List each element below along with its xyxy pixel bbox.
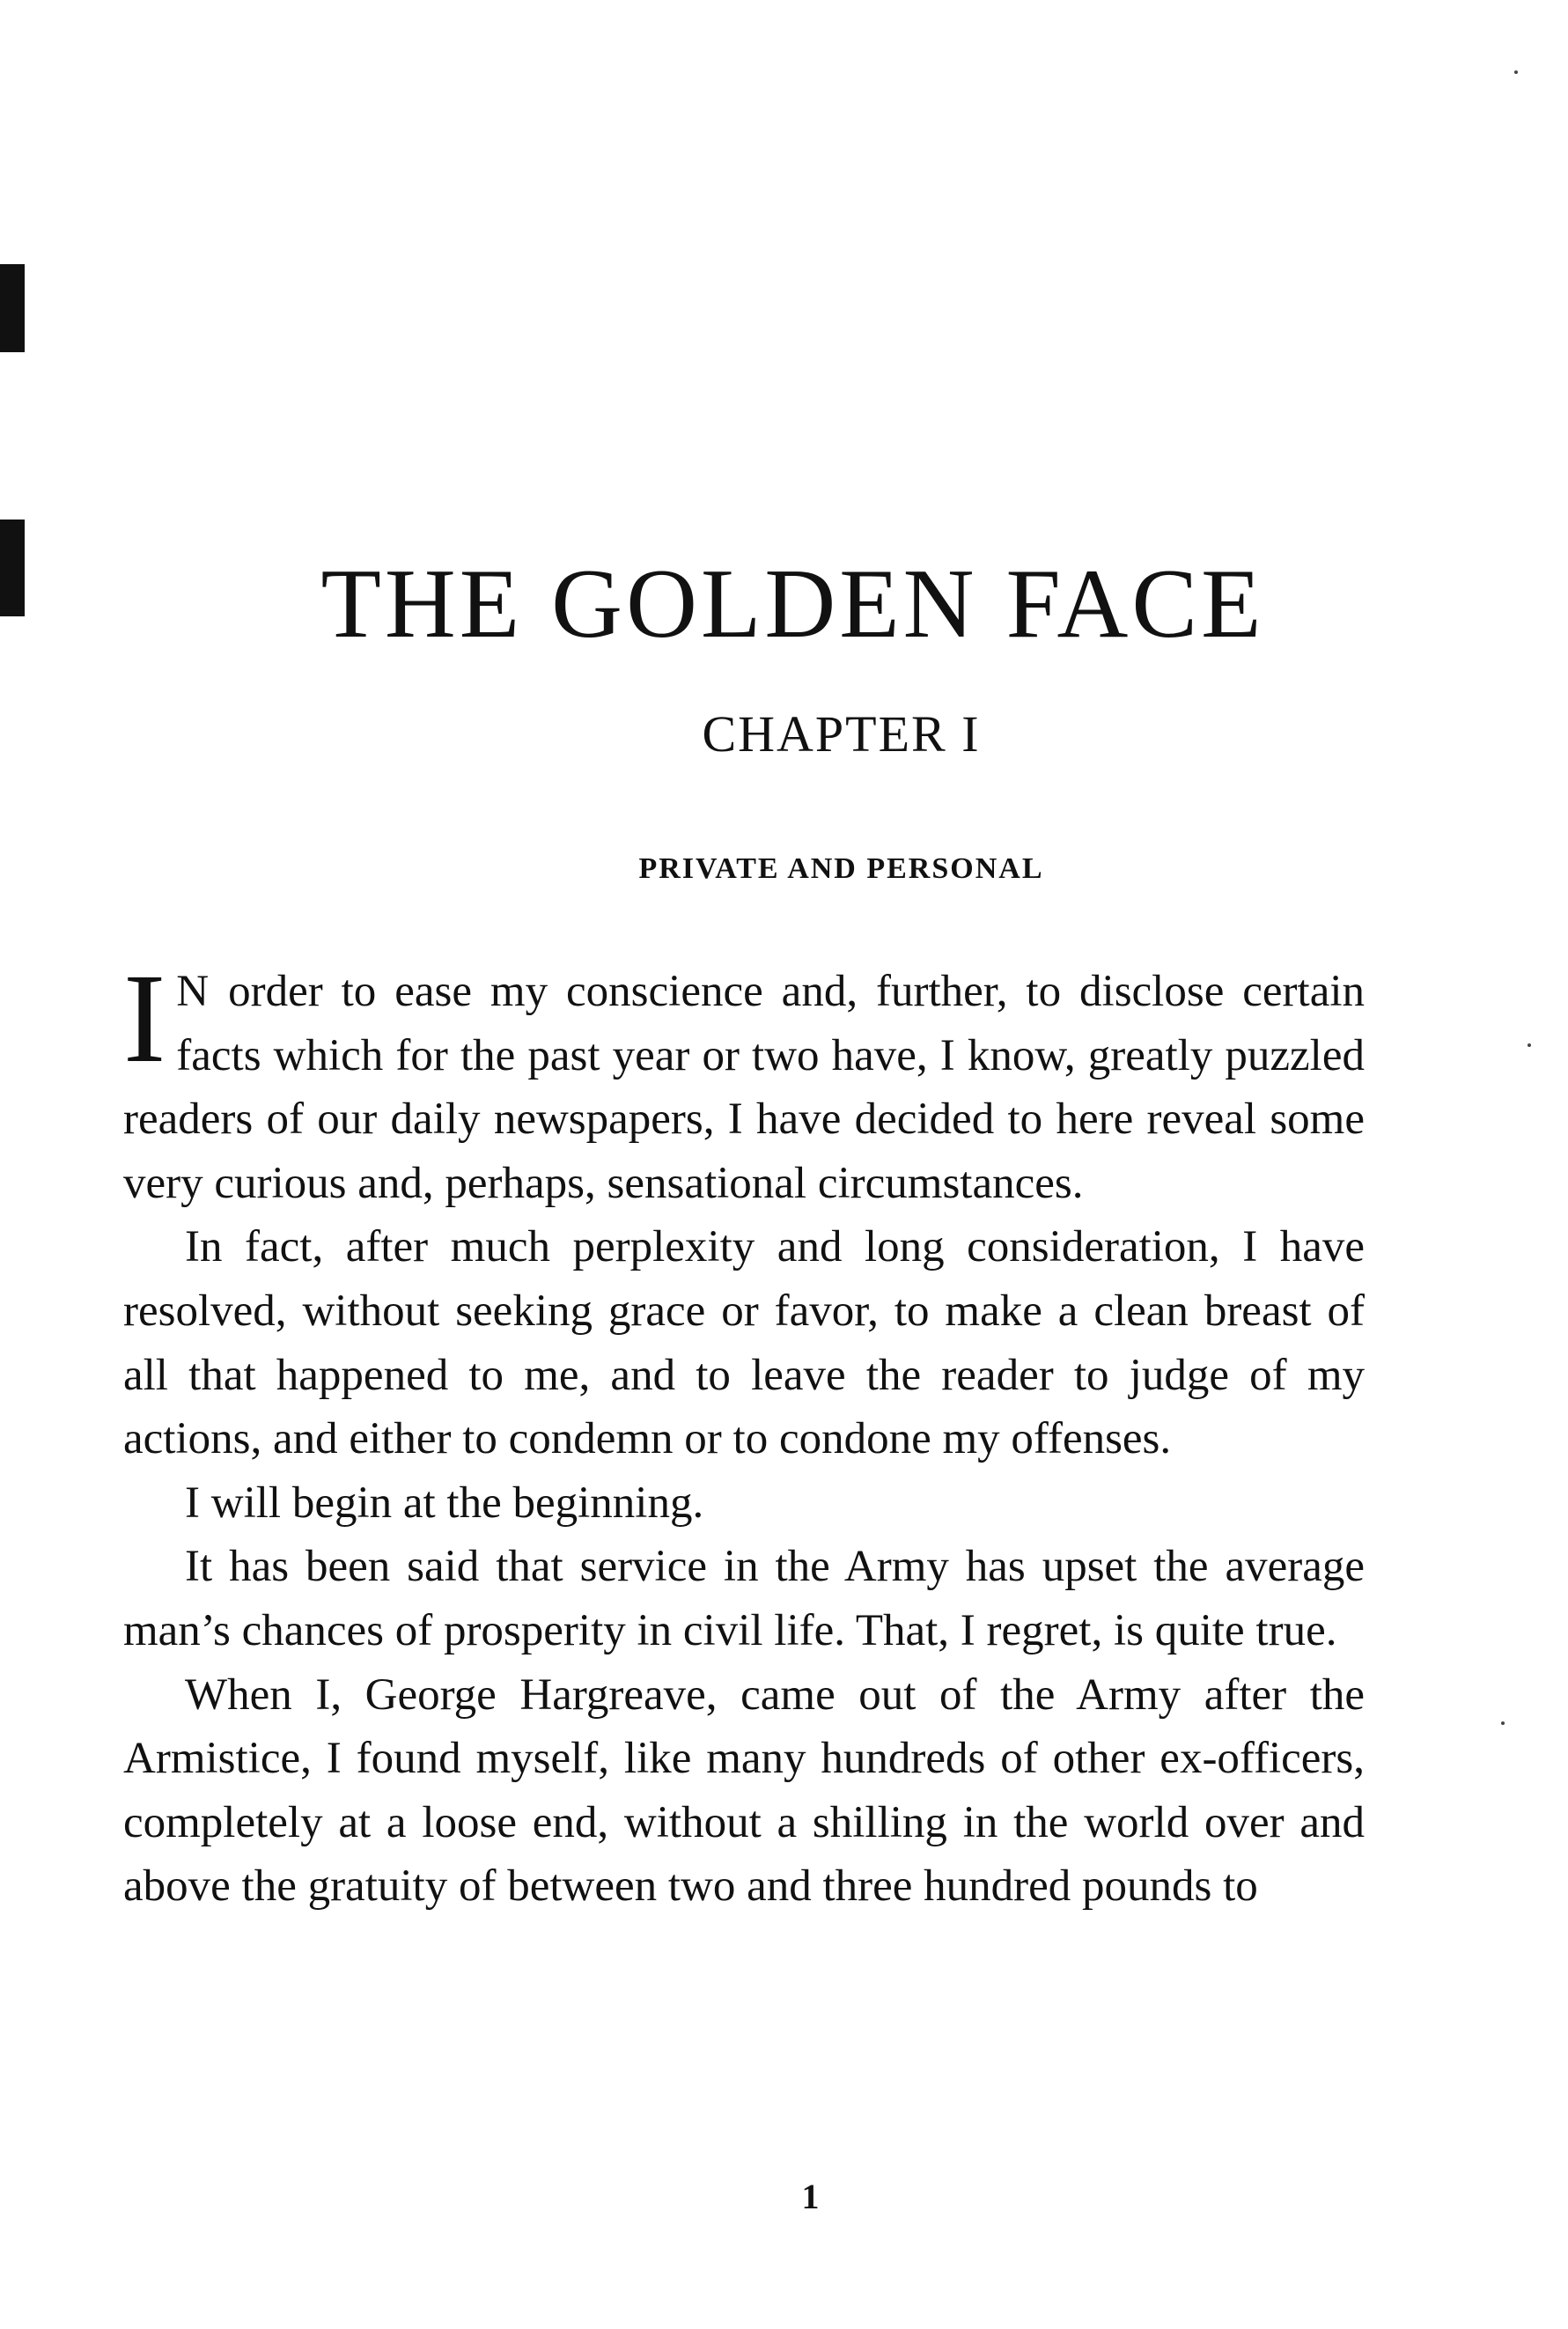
paragraph-text: order to ease my conscience and, further, to disclose certain facts which for the past year or two have, I know, greatly puzzled readers of our daily newspapers, I have decided to here reveal some very curious and, perhaps, sensational circumstances. <box>123 967 1365 1208</box>
book-title: THE GOLDEN FACE <box>320 549 1265 660</box>
paragraph: When I, George Hargreave, came out of the Army after the Armistice, I found myself, like many hundreds of other ex-officers, completely at a loose end, without a shilling in the world over and above the gratuity of between two and three hundred pounds to <box>123 1669 1365 1912</box>
scan-speck <box>1501 1721 1505 1725</box>
body-text <box>123 948 1365 1919</box>
paragraph: It has been said that service in the Army has upset the average man’s chances of prosperity in civil life. That, I regret, is quite true. <box>123 1542 1365 1655</box>
scan-speck <box>1514 70 1518 74</box>
paragraph: I will begin at the beginning. <box>185 1478 704 1528</box>
scan-speck <box>1528 1043 1531 1047</box>
chapter-subtitle: PRIVATE AND PERSONAL <box>638 852 1044 885</box>
chapter-label: CHAPTER I <box>702 705 981 763</box>
page-number: 1 <box>801 2177 820 2216</box>
paragraph <box>123 948 1365 1215</box>
drop-cap: I <box>123 948 166 1089</box>
paragraph: In fact, after much perplexity and long consideration, I have resolved, without seeking grace or favor, to make a clean breast of all that happened to me, and to leave the reader to judge of my actions, and either to condemn or to condone my offenses. <box>123 1222 1365 1464</box>
first-word-rest: N <box>176 967 210 1016</box>
scan-artifact-mark <box>0 264 25 352</box>
